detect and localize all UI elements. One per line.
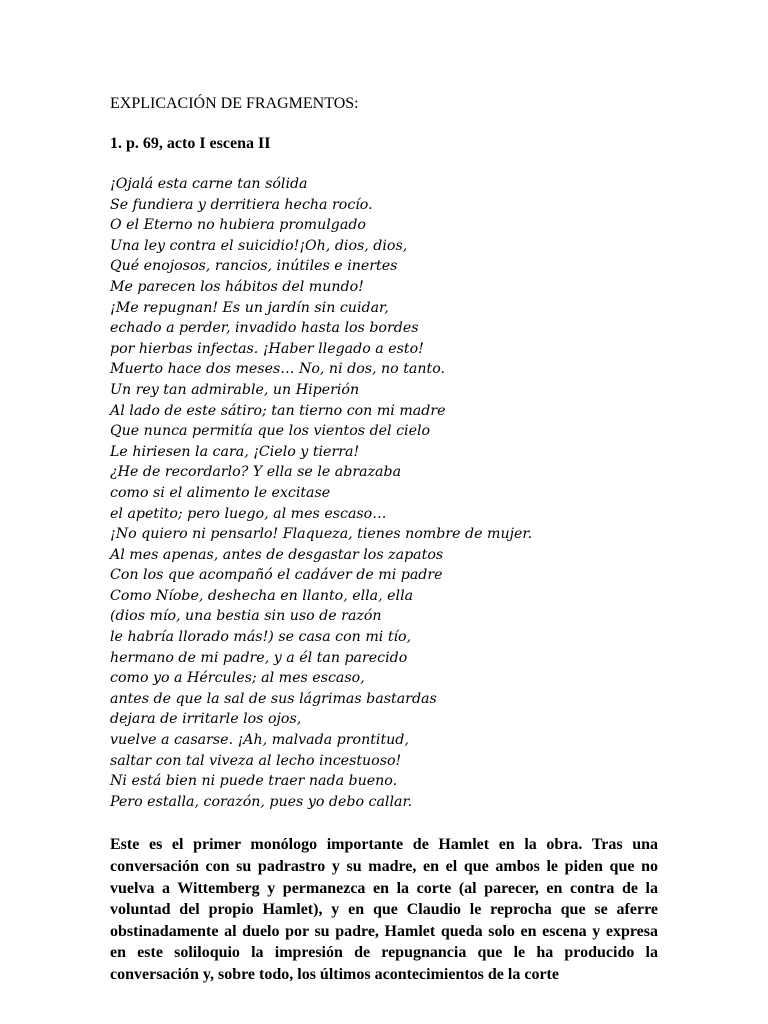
- verse-line: saltar con tal viveza al lecho incestuoso!: [110, 752, 402, 769]
- verse-line: echado a perder, invadido hasta los bordes: [110, 320, 419, 337]
- verse-line: antes de que la sal de sus lágrimas bastardas: [110, 690, 437, 707]
- verse-block: [110, 174, 658, 812]
- verse-line: por hierbas infectas. ¡Haber llegado a esto!: [110, 340, 424, 357]
- verse-line: vuelve a casarse. ¡Ah, malvada prontitud,: [110, 732, 409, 749]
- verse-line: O el Eterno no hubiera promulgado: [110, 217, 366, 234]
- verse-line: ¡Me repugnan! Es un jardín sin cuidar,: [110, 299, 389, 316]
- verse-line: Se fundiera y derritiera hecha rocío.: [110, 196, 373, 213]
- verse-line: hermano de mi padre, y a él tan parecido: [110, 649, 408, 666]
- verse-line: Qué enojosos, rancios, inútiles e inertes: [110, 258, 398, 275]
- section-heading: 1. p. 69, acto I escena II: [110, 135, 271, 152]
- verse-line: como yo a Hércules; al mes escaso,: [110, 670, 365, 687]
- verse-line: como si el alimento le excitase: [110, 484, 331, 501]
- verse-line: Con los que acompañó el cadáver de mi padre: [110, 567, 443, 584]
- commentary-paragraph: Este es el primer monólogo importante de Hamlet en la obra. Tras una conversación con su padrastro y su madre, en el que ambos le piden que no vuelva a Wittemberg y permanezca en la corte (al parecer, en contra de la voluntad del propio Hamlet), y en que Claudio le reprocha que se aferre obstinadamente al duelo por su padre, Hamlet queda solo en escena y expresa en este soliloquio la impresión de repugnancia que le ha producido la conversación y, sobre todo, los últimos acontecimientos de la corte: [110, 836, 658, 983]
- verse-line: Pero estalla, corazón, pues yo debo callar.: [110, 793, 413, 810]
- document-page: [110, 94, 658, 986]
- verse-line: Me parecen los hábitos del mundo!: [110, 278, 364, 295]
- verse-line: ¡Ojalá esta carne tan sólida: [110, 176, 308, 192]
- verse-line: el apetito; pero luego, al mes escaso…: [110, 505, 387, 522]
- verse-line: Una ley contra el suicidio!¡Oh, dios, dios,: [110, 237, 408, 254]
- verse-line: Muerto hace dos meses… No, ni dos, no tanto.: [110, 361, 446, 378]
- verse-line: ¡No quiero ni pensarlo! Flaqueza, tienes nombre de mujer.: [110, 526, 533, 543]
- verse-line: dejara de irritarle los ojos,: [110, 711, 302, 728]
- verse-line: Ni está bien ni puede traer nada bueno.: [110, 773, 398, 790]
- verse-line: ¿He de recordarlo? Y ella se le abrazaba: [110, 464, 402, 481]
- verse-line: (dios mío, una bestia sin uso de razón: [110, 608, 382, 625]
- document-title: EXPLICACIÓN DE FRAGMENTOS:: [110, 95, 359, 112]
- verse-line: Como Níobe, deshecha en llanto, ella, ella: [110, 587, 414, 604]
- verse-line: Le hiriesen la cara, ¡Cielo y tierra!: [110, 443, 360, 460]
- verse-line: Que nunca permitía que los vientos del cielo: [110, 423, 431, 440]
- verse-line: le habría llorado más!) se casa con mi tío,: [110, 629, 412, 646]
- verse-line: Al mes apenas, antes de desgastar los zapatos: [110, 546, 444, 563]
- verse-line: Un rey tan admirable, un Hiperión: [110, 381, 360, 398]
- verse-line: Al lado de este sátiro; tan tierno con mi madre: [110, 402, 446, 419]
